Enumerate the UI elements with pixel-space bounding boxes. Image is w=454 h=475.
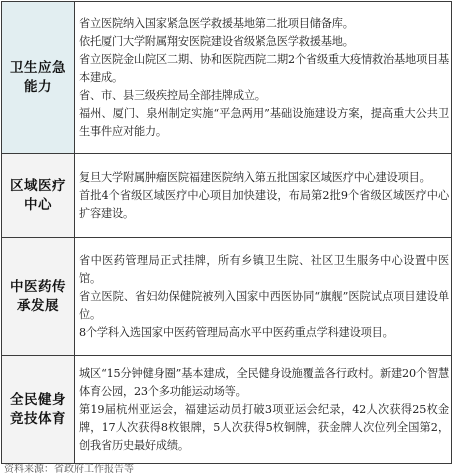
row-category-health-emergency: [2, 2, 75, 154]
row-items: [75, 238, 452, 356]
row-category-fitness-sports: [2, 356, 75, 464]
list-item: 城区“15分钟健身圈”基本建成，全民健身设施覆盖各行政村。新建20个智慧体育公园，23个多功能运动场等。: [79, 367, 449, 398]
row-category-regional-medical: [2, 154, 75, 238]
category-label: 区域医疗中心: [10, 177, 66, 213]
table-row: [2, 356, 452, 464]
list-item: 首批4个省级区域医疗中心项目加快建设，布局第2批9个省级区域医疗中心扩容建设。: [79, 189, 449, 220]
list-item: 依托厦门大学附属翔安医院建设省级紧急医学救援基地。: [79, 35, 354, 48]
row-items: [75, 154, 452, 238]
row-items: [75, 2, 452, 154]
list-item: 福州、厦门、泉州制定实施“平急两用”基础设施建设方案，提高重大公共卫生事件应对能力。: [79, 107, 449, 138]
row-category-tcm: [2, 238, 75, 356]
row-items: [75, 356, 452, 464]
table-row: [2, 154, 452, 238]
table-row: [2, 238, 452, 356]
list-item: 第19届杭州亚运会，福建运动员打破3项亚运会纪录，42人次获得25枚金牌，17人次获得8枚银牌，5人次获得5枚铜牌，获金牌人次位列全国第2，创我省历史最好成绩。: [79, 403, 449, 452]
source-footnote: 资料来源：省政府工作报告等: [4, 464, 134, 475]
category-label: 中医药传承发展: [10, 278, 66, 314]
table-row: [2, 2, 452, 154]
list-item: 复旦大学附属肿瘤医院福建医院纳入第五批国家区域医疗中心建设项目。: [79, 171, 431, 184]
category-label: 全民健身竞技体育: [10, 391, 66, 427]
list-item: 省立医院、省妇幼保健院被列入国家中西医协同“旗舰”医院试点项目建设单位。: [79, 290, 449, 321]
summary-table: [1, 1, 452, 464]
list-item: 省中医药管理局正式挂牌，所有乡镇卫生院、社区卫生服务中心设置中医馆。: [79, 254, 449, 285]
list-item: 8个学科入选国家中医药管理局高水平中医药重点学科建设项目。: [79, 326, 394, 339]
category-label: 卫生应急能力: [10, 59, 66, 95]
list-item: 省立医院金山院区二期、协和医院西院二期2个省级重大疫情救治基地项目基本建成。: [79, 53, 449, 84]
list-item: 省立医院纳入国家紧急医学救援基地第二批项目储备库。: [79, 17, 354, 30]
list-item: 省、市、县三级疾控局全部挂牌成立。: [79, 89, 266, 102]
